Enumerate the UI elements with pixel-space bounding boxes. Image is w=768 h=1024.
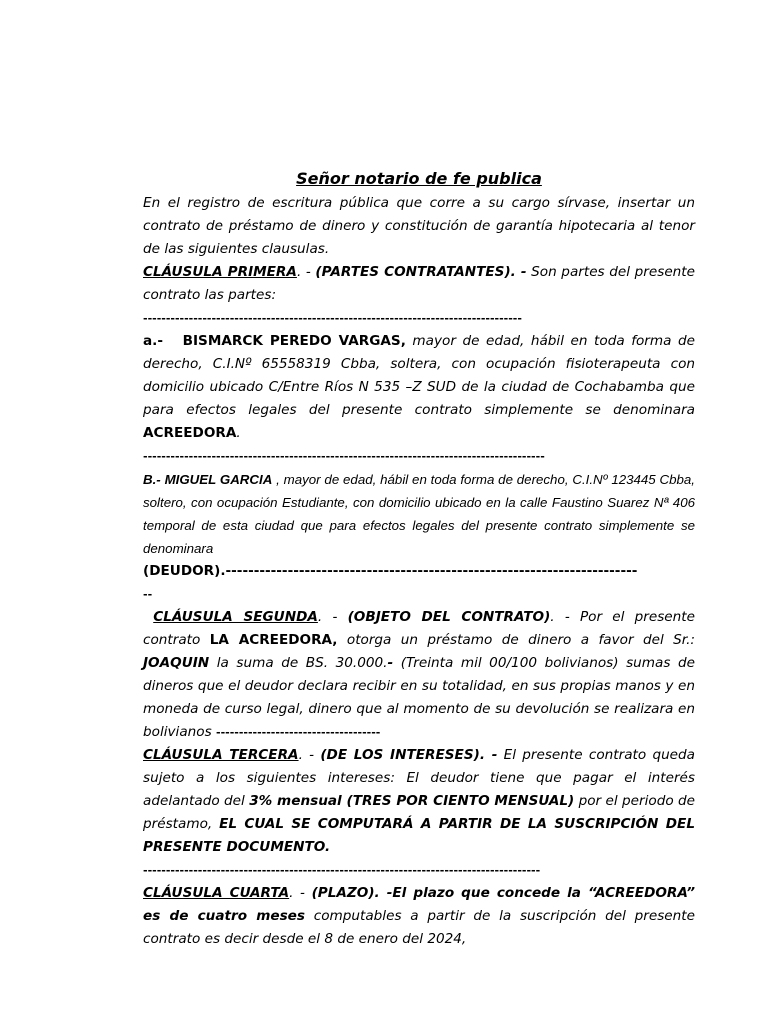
party-b-dashes: ------------------------------------------------------------------------- [225,563,638,579]
clausula-tercera [143,744,695,859]
clausula-segunda-dashes: ------------------------------------ [216,726,381,739]
party-b-text: , mayor de edad, hábil en toda forma de derecho, C.I.Nº 123445 Cbba, soltero, con ocupación Estudiante, con domicilio ubicado en la calle Faustino Suarez Nª 406 temporal de esta ciudad que para efectos legales del presente contrato simplemente se denominara [143,472,696,556]
clausula-segunda-text3: la suma de BS. 30.000. [209,655,388,671]
clausula-tercera-text2: por el periodo de préstamo, [143,793,696,832]
clausula-cuarta-dot: . - [289,885,312,901]
clausula-primera-text: Son partes del presente contrato las partes: [143,264,695,303]
separator-line: -- [143,588,153,601]
clausula-segunda-text1: Por el presente contrato [143,609,695,648]
separator-line: ---------------------------------------------------------------------------------------- [143,450,545,463]
separator-line: ----------------------------------------------------------------------------------- [143,312,522,325]
party-b-label: B.- [143,472,161,487]
party-b-role: (DEUDOR). [143,563,226,579]
clausula-tercera-subheading: (DE LOS INTERESES). - [320,747,498,763]
clausula-cuarta [143,882,695,951]
clausula-cuarta-text2: computables a partir de la suscripción del presente contrato es decir desde el 8 de enero del 2024, [143,908,695,947]
clausula-cuarta-heading: CLÁUSULA CUARTA [143,885,290,901]
clausula-segunda-dot: . - [317,609,348,625]
clausula-tercera-text1: El presente contrato queda sujeto a los siguientes intereses: El deudor tiene que pagar el interés adelantado del [143,747,696,809]
party-a-paragraph [143,330,695,445]
clausula-cuarta-text1: -El plazo que concede la “ACREEDORA” es de cuatro meses [143,885,695,924]
clausula-segunda-heading: CLÁUSULA SEGUNDA [153,609,318,625]
clausula-primera-dot: . - [296,264,316,280]
page-title: Señor notario de fe publica [296,169,542,188]
clausula-segunda-acreedora: LA ACREEDORA, [209,632,338,648]
clausula-primera-subheading: (PARTES CONTRATANTES). - [315,264,527,280]
party-b-paragraph [143,468,695,560]
party-a-name: BISMARCK PEREDO VARGAS, [182,333,406,349]
party-a-label: a.- [143,333,163,349]
clausula-primera-heading: CLÁUSULA PRIMERA [143,264,297,280]
separator-line: --------------------------------------------------------------------------------------- [143,864,541,877]
clausula-segunda-dot2: . - [550,609,580,625]
party-a-role: ACREEDORA [143,425,237,441]
clausula-tercera-heading: CLÁUSULA TERCERA [143,747,299,763]
clausula-tercera-dot: . - [298,747,321,763]
party-b-role-line [143,560,695,583]
party-a-end: . [236,425,241,441]
party-b-name: MIGUEL GARCIA [164,472,273,487]
clausula-primera [143,261,695,307]
clausula-tercera-bold-end: EL CUAL SE COMPUTARÁ A PARTIR DE LA SUSCRIPCIÓN DEL PRESENTE DOCUMENTO. [143,816,696,855]
clausula-segunda-dash: - [387,655,394,671]
clausula-tercera-rate: 3% mensual (TRES POR CIENTO MENSUAL) [249,793,575,809]
clausula-cuarta-subheading: (PLAZO). [311,885,380,901]
intro-paragraph: En el registro de escritura pública que corre a su cargo sírvase, insertar un contrato de préstamo de dinero y constitución de garantía hipotecaria al tenor de las siguientes clausulas. [143,195,695,257]
clausula-segunda [143,606,695,744]
clausula-segunda-joaquin: JOAQUIN [143,655,210,671]
document-page [143,168,695,951]
clausula-segunda-text4: (Treinta mil 00/100 bolivianos) sumas de dineros que el deudor declara recibir en su totalidad, en sus propias manos y en moneda de curso legal, dinero que al momento de su devolución se realizara en bolivianos [143,655,695,740]
party-a-text: mayor de edad, hábil en toda forma de derecho, C.I.Nº 65558319 Cbba, soltera, con ocupación fisioterapeuta con domicilio ubicado C/Entre Ríos N 535 –Z SUD de la ciudad de Cochabamba que para efectos legales del presente contrato simplemente se denominara [143,333,696,418]
clausula-segunda-text2: otorga un préstamo de dinero a favor del Sr.: [337,632,695,648]
clausula-segunda-subheading: (OBJETO DEL CONTRATO) [347,609,551,625]
